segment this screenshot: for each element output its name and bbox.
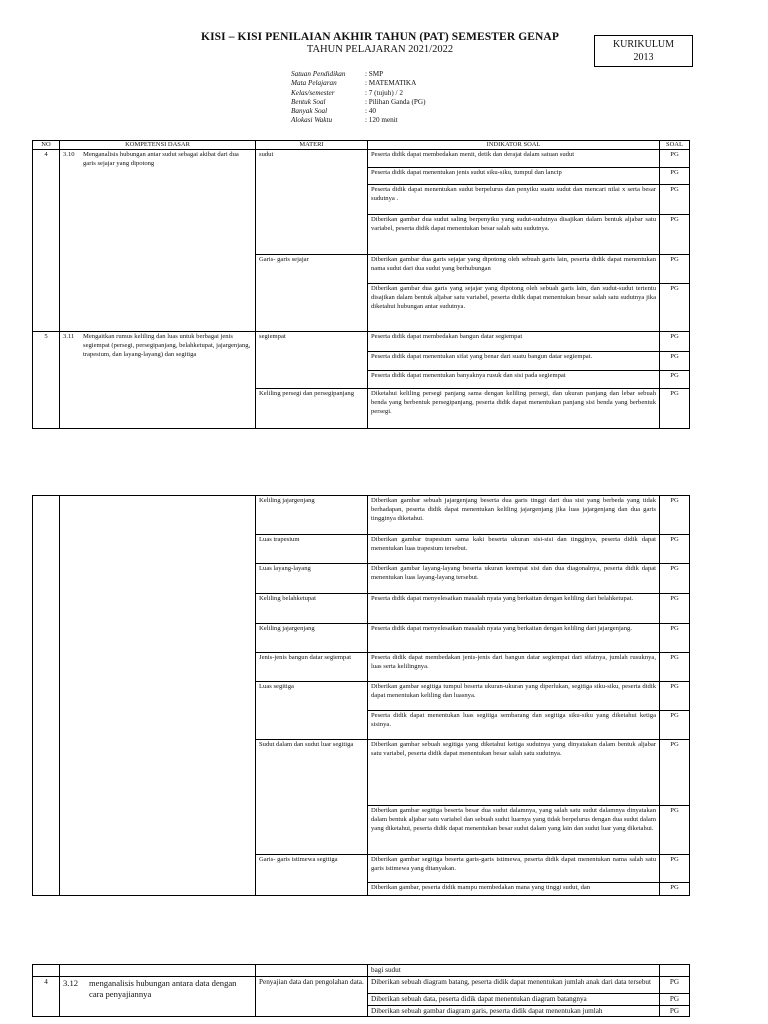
- materi-cell: Luas layang-layang: [256, 564, 368, 594]
- col-header-soal: SOAL: [660, 141, 690, 150]
- materi-cell: Garis- garis istimewa segitiga: [256, 855, 368, 896]
- soal-cell: PG: [660, 682, 690, 711]
- soal-cell: PG: [660, 215, 690, 255]
- meta-row: [291, 107, 426, 116]
- col-header-no: NO: [33, 141, 60, 150]
- soal-cell: PG: [660, 594, 690, 624]
- meta-value: : 120 menit: [365, 116, 398, 125]
- meta-key: Satuan Pendidikan: [291, 70, 346, 78]
- kd-text: Menganalisis hubungan antar sudut sebagai akibat dari dua garis sejajar yang dipotong: [83, 151, 239, 167]
- meta-row: [291, 98, 426, 107]
- materi-cell: Keliling jajargenjang: [256, 624, 368, 653]
- kompetensi-dasar: [60, 332, 256, 429]
- row-number: [33, 496, 60, 896]
- kompetensi-dasar: [60, 977, 256, 1017]
- indikator-cell: Diberikan sebuah diagram batang, peserta didik dapat menentukan jumlah anak dari data tersebut: [368, 977, 660, 994]
- meta-key: Kelas/semester: [291, 88, 335, 97]
- indikator-cell: Peserta didik dapat menentukan luas segitiga sembarang dan segitiga siku-siku yang diketahui ketiga sisinya.: [368, 711, 660, 740]
- indikator-cell: Diberikan gambar, peserta didik mampu membedakan mana yang tinggi sudut, dan: [368, 883, 660, 896]
- indikator-cell: Diberikan gambar segitiga beserta garis-garis istimewa, peserta didik dapat menentukan nama salah satu garis istimewa yang ditanyakan.: [368, 855, 660, 883]
- materi-cell: Keliling belahketupat: [256, 594, 368, 624]
- kompetensi-dasar: [60, 496, 256, 896]
- materi-cell: sudut: [256, 150, 368, 255]
- indikator-cell: Diberikan gambar dua sudut saling berpenyiku yang sudut-sudutnya disajikan dalam bentuk aljabar satu variabel, peserta didik dapat menentukan besar salah satu sudutnya.: [368, 215, 660, 255]
- indikator-cell: Peserta didik dapat menyelesaikan masalah nyata yang berkaitan dengan keliling dari jajargenjang.: [368, 624, 660, 653]
- row-number: 4: [33, 977, 60, 1017]
- meta-value: : SMP: [365, 70, 384, 78]
- col-header-kd: KOMPETENSI DASAR: [60, 141, 256, 150]
- materi-cell: Penyajian data dan pengolahan data.: [256, 977, 368, 1017]
- row-number: 4: [33, 150, 60, 332]
- meta-value: : 40: [365, 107, 376, 116]
- materi-cell: Jenis-jenis bangun datar segiempat: [256, 653, 368, 682]
- soal-cell: PG: [660, 883, 690, 896]
- indikator-cell: Diberikan gambar dua garis yang sejajar yang dipotong oleh sebuah garis lain, dan sudut-sudut tertentu disajikan dalam bentuk aljabar satu variabel, peserta didik dapat menentukan besar salah satu sudutnya jika diketahui hubungan antar sudutnya.: [368, 284, 660, 332]
- table-row: [33, 150, 690, 168]
- kd-text: Mengaitkan rumus keliling dan luas untuk berbagai jenis segiempat (persegi, persegipanjang, belahketupat, jajargenjang, trapesium, dan layang-layang) dan segitiga: [83, 333, 251, 358]
- soal-cell: PG: [660, 711, 690, 740]
- materi-cell: Luas trapesium: [256, 535, 368, 564]
- table-row: [33, 965, 690, 977]
- soal-cell: PG: [660, 332, 690, 352]
- soal-cell: [660, 965, 690, 977]
- document-subtitle: TAHUN PELAJARAN 2021/2022: [306, 44, 454, 55]
- materi-cell: Luas segitiga: [256, 682, 368, 740]
- kd-code: 3.11: [63, 333, 75, 340]
- soal-cell: PG: [660, 740, 690, 806]
- indikator-cell: Peserta didik dapat menentukan jenis sudut siku-siku, tumpul dan lancip: [368, 168, 660, 185]
- document-title: KISI – KISI PENILAIAN AKHIR TAHUN (PAT) SEMESTER GENAP: [201, 31, 559, 43]
- indikator-cell: Peserta didik dapat menyelesaikan masalah nyata yang berkaitan dengan keliling dari belahketupat.: [368, 594, 660, 624]
- kd-text: menganalisis hubungan antara data dengan cara penyajiannya: [89, 978, 237, 999]
- meta-key: Banyak Soal: [291, 107, 328, 116]
- indikator-cell: Peserta didik dapat menentukan banyaknya rusuk dan sisi pada segiempat: [368, 371, 660, 389]
- indikator-cell: Peserta didik dapat membedakan jenis-jenis dari bangun datar segiempat dari sifatnya, jumlah rusuknya, luas serta kelilingnya.: [368, 653, 660, 682]
- indikator-cell: Peserta didik dapat membedakan menit, detik dan derajat dalam satuan sudut: [368, 150, 660, 168]
- row-number: [33, 965, 60, 977]
- materi-cell: segiempat: [256, 332, 368, 389]
- indikator-cell: Diberikan gambar trapesium sama kaki beserta ukuran sisi-sisi dan tingginya, peserta didik dapat menentukan luas trapesium tersebut.: [368, 535, 660, 564]
- meta-row: [291, 116, 426, 125]
- meta-row: [291, 79, 426, 88]
- materi-cell: Keliling jajargenjang: [256, 496, 368, 535]
- soal-cell: PG: [660, 855, 690, 883]
- kd-code: 3.12: [63, 978, 79, 988]
- meta-value: : MATEMATIKA: [365, 79, 417, 88]
- soal-cell: PG: [660, 352, 690, 371]
- soal-cell: PG: [660, 371, 690, 389]
- indikator-continuation: bagi sudut: [368, 965, 660, 977]
- indikator-cell: Peserta didik dapat membedakan bangun datar segiempat: [368, 332, 660, 352]
- indikator-cell: Peserta didik dapat menentukan sudut berpelurus dan penyiku suatu sudut dan mencari nilai x serta besar sudutnya .: [368, 185, 660, 215]
- indikator-cell: Peserta didik dapat menentukan sifat yang benar dari suatu bangun datar segiempat.: [368, 352, 660, 371]
- indikator-cell: Diberikan sebuah data, peserta didik dapat menentukan diagram batangnya: [368, 994, 660, 1006]
- kd-code: 3.10: [63, 151, 75, 158]
- kompetensi-dasar: [60, 150, 256, 332]
- indikator-cell: Diberikan gambar dua garis sejajar yang dipotong oleh sebuah garis lain, peserta didik dapat menentukan nama sudut dari dua sudut yang berhubungan: [368, 255, 660, 284]
- soal-cell: PG: [660, 185, 690, 215]
- kisi-table-page-1: [32, 140, 690, 429]
- materi-cell: Sudut dalam dan sudut luar segitiga: [256, 740, 368, 855]
- table-row: [33, 496, 690, 535]
- soal-cell: PG: [660, 624, 690, 653]
- indikator-cell: Diberikan gambar segitiga beserta besar dua sudut dalamnya, yang salah satu sudut dalamnya dinyatakan dalam bentuk aljabar satu variabel dan sebuah sudut luarnya yang tidak berpelurus dengan dua sudut dalam yang diketahui, peserta didik dapat menentukan besar sudut dalam yang lain dan sudut luar yang diketahui.: [368, 806, 660, 855]
- meta-key: Alokasi Waktu: [291, 116, 333, 125]
- kisi-table-page-2: [32, 495, 690, 896]
- soal-cell: PG: [660, 994, 690, 1006]
- soal-cell: PG: [660, 653, 690, 682]
- meta-value: : 7 (tujuh) / 2: [365, 88, 403, 97]
- indikator-cell: Diketahui keliling persegi panjang sama dengan keliling persegi, dan ukuran panjang dan lebar sebuah benda yang berbentuk persegipanjang, peserta didik dapat menentukan panjang sisi benda yang berbentuk persegi.: [368, 389, 660, 429]
- meta-value: : Pilihan Ganda (PG): [365, 97, 426, 106]
- indikator-cell: Diberikan gambar sebuah jajargenjang beserta dua garis tinggi dari dua sisi yang berbeda yang tidak berhadapan, peserta didik dapat menentukan keliling jajargenjang jika luas jajargenjang dan dua garis tingginya diketahui.: [368, 496, 660, 535]
- meta-key: Mata Pelajaran: [291, 79, 337, 88]
- row-number: 5: [33, 332, 60, 429]
- materi-cell: Garis- garis sejajar: [256, 255, 368, 332]
- col-header-materi: MATERI: [256, 141, 368, 150]
- soal-cell: PG: [660, 150, 690, 168]
- soal-cell: PG: [660, 806, 690, 855]
- meta-row: [291, 89, 426, 98]
- kurikulum-label: KURIKULUM: [612, 39, 675, 50]
- table-header-row: [33, 141, 690, 150]
- soal-cell: PG: [660, 284, 690, 332]
- soal-cell: PG: [660, 168, 690, 185]
- kompetensi-dasar: [60, 965, 256, 977]
- soal-cell: PG: [660, 564, 690, 594]
- indikator-cell: Diberikan gambar sebuah segitiga yang diketahui ketiga sudutnya yang dinyatakan dalam bentuk aljabar satu variabel, peserta didik dapat menentukan besar salah satu sudutnya.: [368, 740, 660, 806]
- meta-info: [291, 70, 426, 126]
- materi-cell: Keliling persegi dan persegipanjang: [256, 389, 368, 429]
- soal-cell: PG: [660, 1005, 690, 1017]
- table-row: [33, 977, 690, 994]
- meta-key: Bentuk Soal: [291, 97, 326, 106]
- col-header-indikator: INDIKATOR SOAL: [368, 141, 660, 150]
- kisi-table-page-3: [32, 964, 690, 1017]
- soal-cell: PG: [660, 977, 690, 994]
- kurikulum-box: [594, 35, 693, 67]
- soal-cell: PG: [660, 255, 690, 284]
- indikator-cell: Diberikan gambar segitiga tumpul beserta ukuran-ukuran yang diperlukan, segitiga siku-siku, peserta didik dapat menentukan keliling dan luasnya.: [368, 682, 660, 711]
- indikator-cell: Diberikan sebuah gambar diagram garis, peserta didik dapat menentukan jumlah: [368, 1005, 660, 1017]
- soal-cell: PG: [660, 496, 690, 535]
- soal-cell: PG: [660, 389, 690, 429]
- kurikulum-year: 2013: [633, 52, 654, 63]
- materi-cell: [256, 965, 368, 977]
- meta-row: [291, 70, 426, 79]
- soal-cell: PG: [660, 535, 690, 564]
- table-row: [33, 332, 690, 352]
- indikator-cell: Diberikan gambar layang-layang beserta ukuran keempat sisi dan dua diagonalnya, peserta didik dapat menentukan luas layang-layang tersebut.: [368, 564, 660, 594]
